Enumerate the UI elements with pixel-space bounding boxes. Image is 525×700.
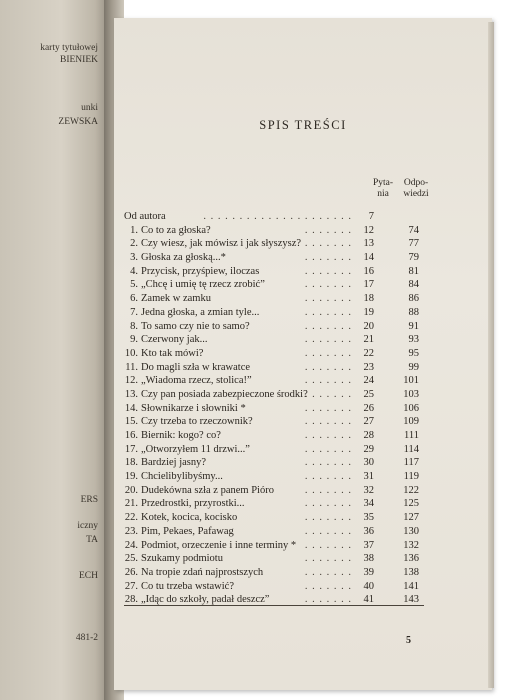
toc-entry-title: Na tropie zdań najprostszych — [141, 566, 264, 578]
page-title: SPIS TREŚCI — [259, 118, 347, 132]
toc-answer-page: 119 — [403, 471, 419, 483]
leader-dots: . . . . . . . — [304, 525, 352, 537]
toc-entry-number: 23. — [124, 525, 138, 537]
toc-question-page: 17 — [363, 279, 374, 291]
toc-entry-number: 16. — [124, 430, 138, 441]
toc-row — [124, 374, 424, 388]
toc-entry-number: 21. — [124, 498, 138, 510]
toc-question-page: 22 — [363, 347, 374, 359]
toc-answer-page: 88 — [408, 306, 419, 318]
toc-row — [124, 415, 424, 429]
leader-dots: . . . . . . . — [304, 402, 352, 414]
toc-entry-title: Głoska za głoską...* — [141, 252, 226, 264]
toc-row — [124, 580, 424, 594]
left-page-text: BIENIEK — [60, 55, 98, 65]
toc-question-page: 12 — [363, 224, 374, 236]
toc-question-page: 39 — [363, 566, 374, 578]
leader-dots: . . . . . . . — [304, 252, 352, 264]
toc-row — [124, 402, 424, 416]
toc-answer-page: 99 — [408, 361, 419, 373]
leader-dots: . . . . . . . — [304, 430, 352, 441]
column-header-answers: Odpo- wiedzi — [403, 178, 429, 199]
toc-row — [124, 511, 424, 525]
toc-entry-title: „Otworzyłem 11 drzwi...” — [141, 443, 250, 455]
toc-row — [124, 525, 424, 539]
toc-question-page: 31 — [363, 471, 374, 483]
leader-dots: . . . . . . . — [304, 238, 352, 250]
toc-row — [124, 388, 424, 402]
toc-row — [124, 347, 424, 361]
toc-entry-title: Zamek w zamku — [141, 293, 211, 305]
toc-entry-number: 8. — [130, 320, 138, 332]
toc-row — [124, 470, 424, 484]
left-page-text: unki — [81, 103, 98, 113]
toc-question-page: 40 — [363, 580, 374, 592]
toc-answer-page: 138 — [403, 566, 419, 578]
toc-entry-title: Jedna głoska, a zmian tyle... — [141, 306, 260, 318]
toc-answer-page: 74 — [408, 224, 419, 236]
toc-row-intro — [124, 210, 424, 224]
toc-entry-title: „Chcę i umię tę rzecz zrobić” — [141, 279, 265, 291]
toc-entry-title: Czy trzeba to rzeczownik? — [141, 416, 253, 428]
toc-question-page: 37 — [363, 539, 374, 551]
table-of-contents — [124, 210, 424, 607]
left-page-text: ECH — [79, 571, 98, 581]
toc-answer-page: 114 — [403, 443, 419, 455]
leader-dots: . . . . . . . — [304, 347, 352, 359]
left-page-text: iczny — [77, 521, 98, 531]
toc-entry-title: Kotek, kocica, kocisko — [141, 512, 238, 524]
toc-question-page: 32 — [363, 484, 374, 496]
toc-entry-title: Bardziej jasny? — [141, 457, 207, 469]
leader-dots: . . . . . . . — [304, 361, 352, 373]
leader-dots: . . . . . . . — [304, 375, 352, 387]
toc-row — [124, 361, 424, 375]
leader-dots: . . . . . . . — [304, 512, 352, 524]
left-page-text: TA — [86, 535, 98, 545]
toc-entry-number: 15. — [124, 416, 138, 428]
leader-dots: . . . . . . . — [304, 580, 352, 592]
leader-dots: . . . . . . . — [304, 224, 352, 236]
toc-answer-page: 86 — [408, 293, 419, 305]
toc-row — [124, 320, 424, 334]
toc-entry-number: 20. — [124, 484, 138, 496]
leader-dots: . . . . . . . — [304, 498, 352, 510]
toc-entry-number: 7. — [130, 306, 138, 318]
toc-entry-title: Szukamy podmiotu — [141, 553, 223, 565]
toc-entry-title: Dudekówna szła z panem Pióro — [141, 484, 274, 496]
toc-answer-page: 101 — [403, 375, 419, 387]
left-page-text: ERS — [80, 495, 98, 505]
toc-entry-title: Słownikarze i słowniki * — [141, 402, 246, 414]
toc-answer-page: 106 — [403, 402, 419, 414]
toc-answer-page: 77 — [408, 238, 419, 250]
toc-entry-number: 4. — [130, 265, 138, 277]
toc-row — [124, 566, 424, 580]
toc-entry-title: Chcielibylibyśmy... — [141, 471, 223, 483]
toc-answer-page: 111 — [404, 430, 419, 441]
toc-row — [124, 333, 424, 347]
toc-entry-title: „Idąc do szkoły, padał deszcz” — [141, 594, 270, 606]
toc-entry-number: 1. — [130, 224, 138, 236]
leader-dots: . . . . . . . — [304, 293, 352, 305]
toc-answer-page: 109 — [403, 416, 419, 428]
leader-dots: . . . . . . . — [304, 320, 352, 332]
leader-dots: . . . . . . . — [304, 566, 352, 578]
toc-answer-page: 125 — [403, 498, 419, 510]
toc-answer-page: 91 — [408, 320, 419, 332]
toc-question-page: 26 — [363, 402, 374, 414]
toc-row — [124, 265, 424, 279]
right-page — [114, 18, 492, 690]
toc-row — [124, 497, 424, 511]
leader-dots: . . . . . . . — [304, 334, 352, 346]
toc-entry-title: Czy pan posiada zabezpieczone środki? — [141, 388, 308, 400]
toc-entry-number: 6. — [130, 293, 138, 305]
toc-entry-title: Kto tak mówi? — [141, 347, 204, 359]
left-page-text: 481-2 — [75, 633, 98, 643]
toc-question-page: 38 — [363, 553, 374, 565]
toc-entry-number: 11. — [125, 361, 138, 373]
toc-answer-page: 136 — [403, 553, 419, 565]
toc-question-page: 19 — [363, 306, 374, 318]
toc-question-page: 28 — [363, 430, 374, 441]
toc-entry-title: Biernik: kogo? co? — [141, 430, 221, 441]
page-edge — [488, 22, 494, 688]
toc-row — [124, 539, 424, 553]
toc-entry-title: Co to za głoska? — [141, 224, 211, 236]
toc-row — [124, 251, 424, 265]
leader-dots: . . . . . . . — [304, 388, 352, 400]
toc-entry-number: 18. — [124, 457, 138, 469]
column-header-questions: Pyta- nia — [372, 178, 394, 199]
toc-entry-number: 2. — [130, 238, 138, 250]
toc-question-page: 23 — [363, 361, 374, 373]
leader-dots: . . . . . . . . . . . . . . . . . . . . . — [203, 211, 352, 222]
leader-dots: . . . . . . . — [304, 594, 352, 606]
toc-answer-page: 117 — [403, 457, 419, 469]
toc-entry-number: 12. — [124, 375, 138, 387]
toc-entry-title: Od autora — [124, 211, 166, 222]
toc-row — [124, 306, 424, 320]
toc-entry-number: 24. — [124, 539, 138, 551]
toc-answer-page: 93 — [408, 334, 419, 346]
leader-dots: . . . . . . . — [304, 279, 352, 291]
leader-dots: . . . . . . . — [304, 553, 352, 565]
left-page-text: karty tytułowej — [40, 43, 98, 53]
toc-entry-title: Przedrostki, przyrostki... — [141, 498, 245, 510]
toc-entry-title: „Wiadoma rzecz, stolica!” — [141, 375, 252, 387]
leader-dots: . . . . . . . — [304, 306, 352, 318]
left-page — [0, 0, 112, 700]
toc-row — [124, 237, 424, 251]
toc-row — [124, 443, 424, 457]
toc-entry-title: Przycisk, przyśpiew, iloczas — [141, 265, 260, 277]
toc-question-page: 36 — [363, 525, 374, 537]
toc-row — [124, 456, 424, 470]
toc-row — [124, 429, 424, 443]
divider-rule — [124, 605, 424, 606]
toc-entry-number: 9. — [130, 334, 138, 346]
toc-answer-page: 79 — [408, 252, 419, 264]
toc-question-page: 20 — [363, 320, 374, 332]
toc-question-page: 16 — [363, 265, 374, 277]
toc-question-page: 30 — [363, 457, 374, 469]
toc-question-page: 27 — [363, 416, 374, 428]
toc-question-page: 14 — [363, 252, 374, 264]
toc-entry-number: 10. — [124, 347, 138, 359]
toc-question-page: 7 — [368, 211, 374, 222]
toc-answer-page: 141 — [403, 580, 419, 592]
toc-question-page: 35 — [363, 512, 374, 524]
toc-question-page: 13 — [363, 238, 374, 250]
leader-dots: . . . . . . . — [304, 471, 352, 483]
toc-answer-page: 132 — [403, 539, 419, 551]
toc-entry-number: 3. — [130, 252, 138, 264]
toc-entry-number: 14. — [124, 402, 138, 414]
toc-entry-number: 28. — [124, 594, 138, 606]
leader-dots: . . . . . . . — [304, 443, 352, 455]
toc-entry-title: To samo czy nie to samo? — [141, 320, 250, 332]
toc-entry-title: Co tu trzeba wstawić? — [141, 580, 235, 592]
toc-entry-number: 22. — [124, 512, 138, 524]
toc-row — [124, 552, 424, 566]
leader-dots: . . . . . . . — [304, 457, 352, 469]
toc-entry-number: 26. — [124, 566, 138, 578]
toc-question-page: 29 — [363, 443, 374, 455]
toc-entry-number: 5. — [130, 279, 138, 291]
leader-dots: . . . . . . . — [304, 265, 352, 277]
toc-entry-title: Pim, Pekaes, Pafawag — [141, 525, 234, 537]
toc-question-page: 24 — [363, 375, 374, 387]
toc-answer-page: 143 — [403, 594, 419, 606]
toc-answer-page: 130 — [403, 525, 419, 537]
toc-row — [124, 292, 424, 306]
toc-entry-number: 19. — [124, 471, 138, 483]
toc-row — [124, 224, 424, 238]
toc-entry-title: Czy wiesz, jak mówisz i jak słyszysz? — [141, 238, 302, 250]
toc-entry-number: 25. — [124, 553, 138, 565]
toc-entry-number: 17. — [124, 443, 138, 455]
toc-answer-page: 84 — [408, 279, 419, 291]
toc-question-page: 25 — [363, 388, 374, 400]
toc-entry-number: 13. — [124, 388, 138, 400]
toc-answer-page: 103 — [403, 388, 419, 400]
page-number: 5 — [406, 635, 411, 646]
leader-dots: . . . . . . . — [304, 484, 352, 496]
leader-dots: . . . . . . . — [304, 416, 352, 428]
toc-question-page: 21 — [363, 334, 374, 346]
toc-row — [124, 278, 424, 292]
toc-question-page: 34 — [363, 498, 374, 510]
toc-entry-number: 27. — [124, 580, 138, 592]
toc-row — [124, 484, 424, 498]
toc-answer-page: 127 — [403, 512, 419, 524]
toc-answer-page: 81 — [408, 265, 419, 277]
toc-answer-page: 95 — [408, 347, 419, 359]
toc-entry-title: Do magli szła w krawatce — [141, 361, 251, 373]
leader-dots: . . . . . . . — [304, 539, 352, 551]
toc-entry-title: Podmiot, orzeczenie i inne terminy * — [141, 539, 297, 551]
toc-entry-title: Czerwony jak... — [141, 334, 208, 346]
left-page-text: ZEWSKA — [58, 117, 98, 127]
toc-question-page: 41 — [363, 594, 374, 606]
toc-answer-page: 122 — [403, 484, 419, 496]
toc-question-page: 18 — [363, 293, 374, 305]
